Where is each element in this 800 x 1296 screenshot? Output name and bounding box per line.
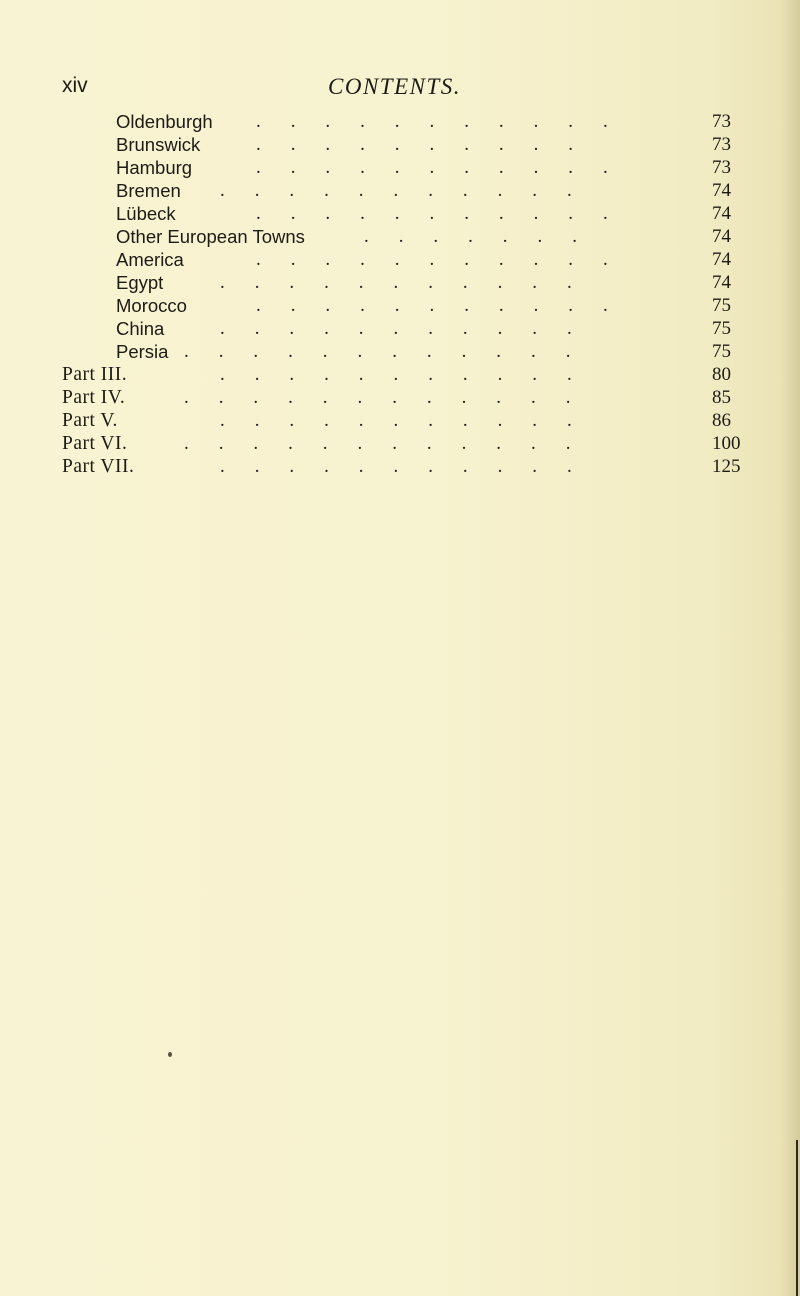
toc-entry	[0, 248, 800, 272]
dot-leader: . . . . . . . . . . .	[220, 318, 585, 339]
toc-entry-label: Morocco	[116, 295, 187, 316]
toc-part-label: Part VII.	[62, 456, 135, 477]
dot-leader: . . . . . . . . . . .	[220, 364, 585, 385]
toc-part-entry	[0, 455, 800, 479]
toc-entry	[0, 110, 800, 134]
page-number: xiv	[62, 74, 88, 97]
toc-entry-page: 75	[712, 295, 731, 316]
toc-entry-label: China	[116, 318, 165, 339]
toc-entry-label: America	[116, 249, 184, 270]
dot-leader: . . . . . . .	[364, 226, 590, 247]
dot-leader: . . . . . . . . . . .	[220, 272, 585, 293]
toc-entry	[0, 271, 800, 295]
toc-entry-page: 74	[712, 272, 731, 293]
toc-entry-page: 75	[712, 318, 731, 339]
toc-entry-page: 74	[712, 203, 731, 224]
toc-entry-page: 74	[712, 226, 731, 247]
toc-entry-label: Persia	[116, 341, 169, 362]
toc-part-entry	[0, 409, 800, 433]
toc-entry-page: 125	[712, 456, 741, 477]
running-title: CONTENTS.	[328, 74, 462, 99]
page-header	[0, 74, 800, 106]
toc-entry-label: Brunswick	[116, 134, 201, 155]
toc-entry	[0, 317, 800, 341]
toc-entry-label: Oldenburgh	[116, 111, 213, 132]
toc-entry	[0, 294, 800, 318]
dot-leader: . . . . . . . . . .	[256, 134, 586, 155]
toc-part-entry	[0, 432, 800, 456]
toc-entry	[0, 340, 800, 364]
toc-part-label: Part VI.	[62, 433, 128, 454]
toc-entry-label: Bremen	[116, 180, 181, 201]
toc-part-entry	[0, 363, 800, 387]
toc-entry-label: Hamburg	[116, 157, 193, 178]
toc-part-entry	[0, 386, 800, 410]
dot-leader: . . . . . . . . . . .	[256, 249, 621, 270]
toc-entry-label: Lübeck	[116, 203, 176, 224]
toc-part-label: Part III.	[62, 364, 128, 385]
toc-part-label: Part IV.	[62, 387, 126, 408]
toc-entry	[0, 156, 800, 180]
toc-entry-page: 73	[712, 157, 731, 178]
paper-speck	[168, 1052, 172, 1057]
toc-entry-label: Egypt	[116, 272, 164, 293]
dot-leader: . . . . . . . . . . . .	[184, 433, 584, 454]
dot-leader: . . . . . . . . . . .	[256, 203, 621, 224]
dot-leader: . . . . . . . . . . .	[220, 456, 585, 477]
toc-entry	[0, 202, 800, 226]
dot-leader: . . . . . . . . . . .	[256, 111, 621, 132]
dot-leader: . . . . . . . . . . .	[256, 295, 621, 316]
dot-leader: . . . . . . . . . . . .	[184, 341, 584, 362]
dot-leader: . . . . . . . . . . . .	[184, 387, 584, 408]
toc-entry-page: 100	[712, 433, 741, 454]
toc-entry-page: 85	[712, 387, 731, 408]
toc-entry-page: 73	[712, 111, 731, 132]
toc-entry	[0, 133, 800, 157]
toc-entry-label: Other European Towns	[116, 226, 305, 247]
toc-entry	[0, 179, 800, 203]
dot-leader: . . . . . . . . . . .	[220, 410, 585, 431]
page-edge-line	[796, 1140, 798, 1296]
toc-entry-page: 75	[712, 341, 731, 362]
dot-leader: . . . . . . . . . . .	[256, 157, 621, 178]
toc-entry-page: 74	[712, 180, 731, 201]
toc-entry-page: 74	[712, 249, 731, 270]
toc-entry-page: 73	[712, 134, 731, 155]
dot-leader: . . . . . . . . . . .	[220, 180, 585, 201]
toc-part-label: Part V.	[62, 410, 118, 431]
toc-entry-page: 86	[712, 410, 731, 431]
toc-entry	[0, 225, 800, 249]
toc-entry-page: 80	[712, 364, 731, 385]
